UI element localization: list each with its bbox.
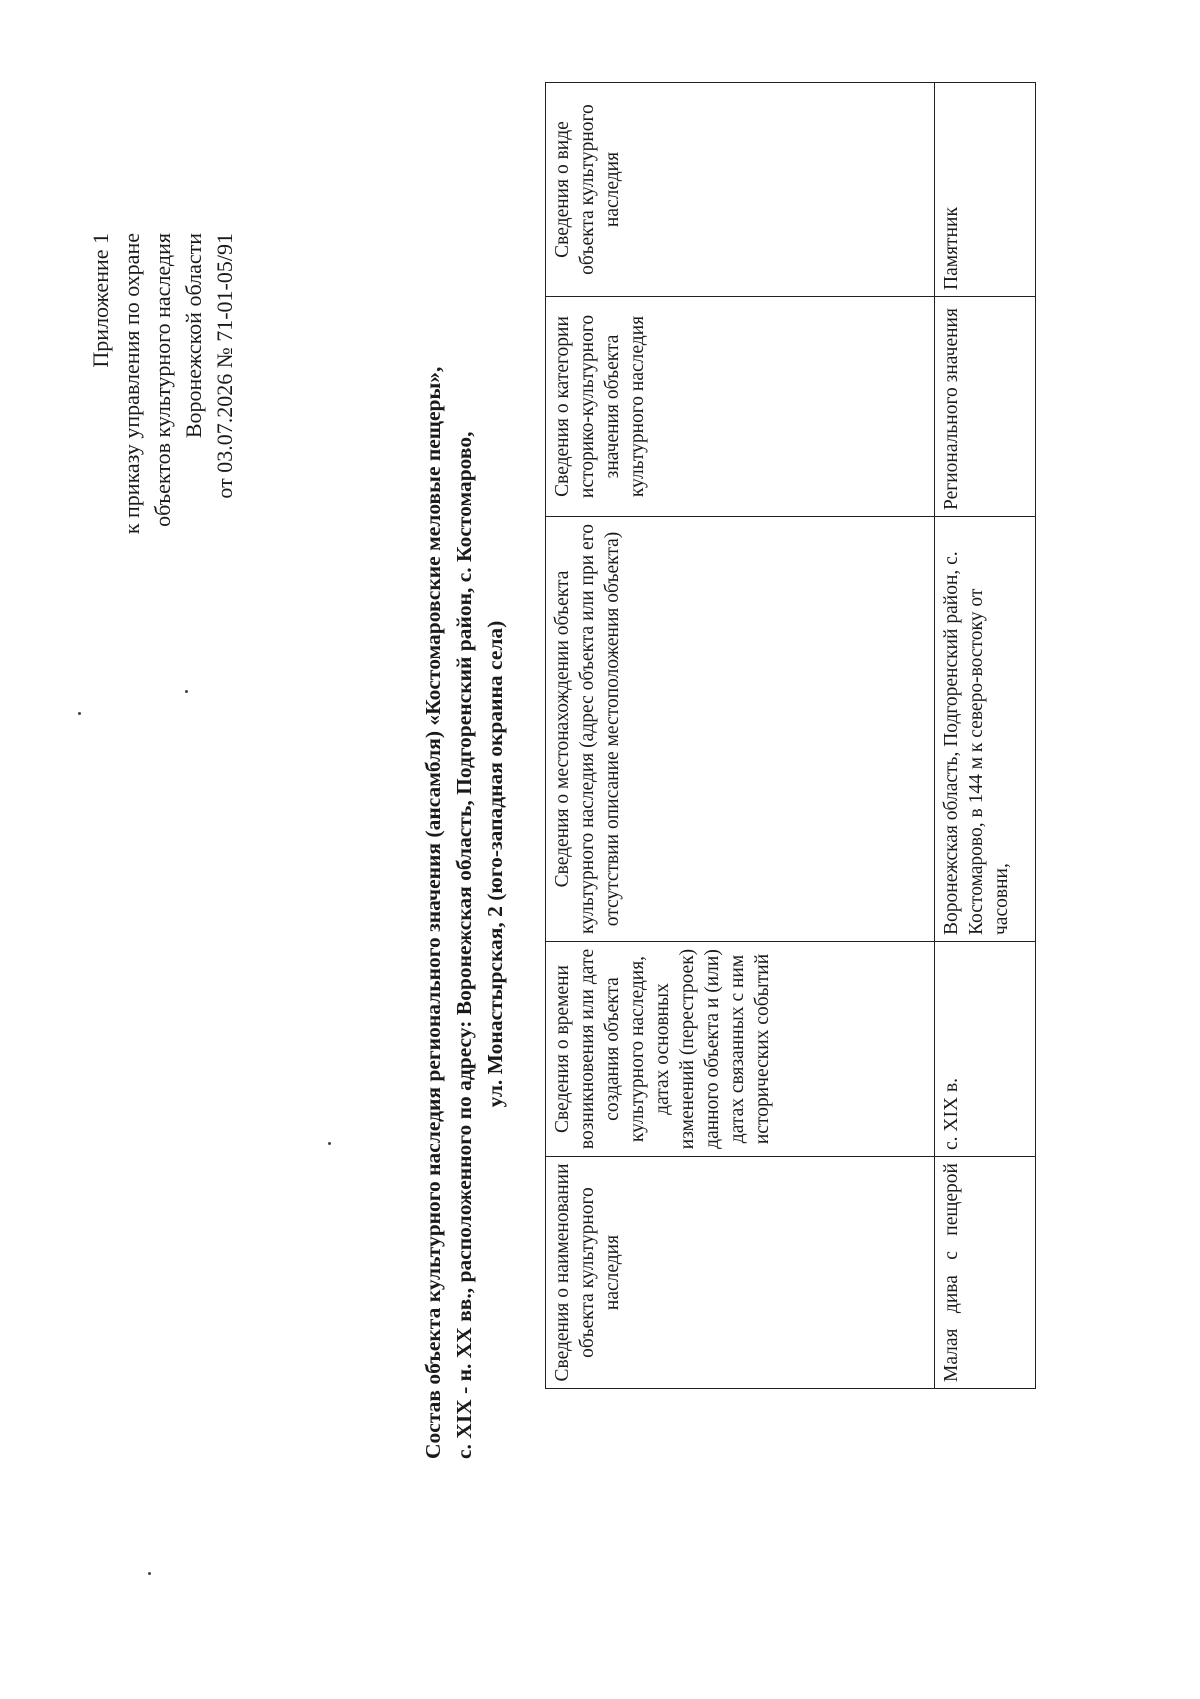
header-kind: Сведения о виде объекта культурного наследия	[546, 83, 935, 297]
cell-name: Малая дива с пещерой	[935, 1157, 1036, 1389]
appendix-date-line: от 03.07.2026 № 71-01-05/91	[212, 233, 237, 499]
header-name: Сведения о наименовании объекта культурного наследия	[546, 1157, 935, 1389]
scan-speck	[78, 712, 81, 715]
table-row	[935, 83, 1036, 1389]
appendix-block	[85, 233, 240, 534]
cell-date: с. XIX в.	[935, 942, 1036, 1157]
cell-kind: Памятник	[935, 83, 1036, 297]
header-date: Сведения о времени возникновения или дате создания объекта культурного наследия, датах основных изменений (перестроек) данного объекта и (или) датах связанных с ним исторических событий	[546, 942, 935, 1157]
heading-line: ул. Монастырская, 2 (юго-западная окраина села)	[483, 620, 507, 1108]
heading-line: Состав объекта культурного наследия регионального значения (ансамбля) «Костомаровские меловые пещеры»,	[421, 366, 445, 1459]
cell-location: Воронежская область, Подгоренский район, с. Костомарово, в 144 м к северо-востоку от часовни,	[935, 517, 1036, 942]
appendix-line: объектов культурного наследия	[150, 233, 175, 527]
cell-category: Регионального значения	[935, 297, 1036, 517]
scan-speck	[328, 1142, 331, 1145]
scan-speck	[148, 1572, 151, 1575]
document-heading	[418, 269, 511, 1459]
appendix-line: Воронежской области	[181, 233, 206, 439]
header-location: Сведения о местонахождении объекта культурного наследия (адрес объекта или при его отсутствии описание местоположения объекта)	[546, 517, 935, 942]
scan-speck	[185, 690, 188, 693]
heritage-table	[545, 82, 1036, 1389]
appendix-line: к приказу управления по охране	[119, 233, 144, 535]
appendix-line: Приложение 1	[88, 233, 113, 368]
heading-line: с. XIX - н. XX вв., расположенного по адресу: Воронежская область, Подгоренский район, с. Костомарово,	[452, 431, 476, 1459]
table-header-row	[546, 83, 935, 1389]
header-category: Сведения о категории историко-культурного значения объекта культурного наследия	[546, 297, 935, 517]
